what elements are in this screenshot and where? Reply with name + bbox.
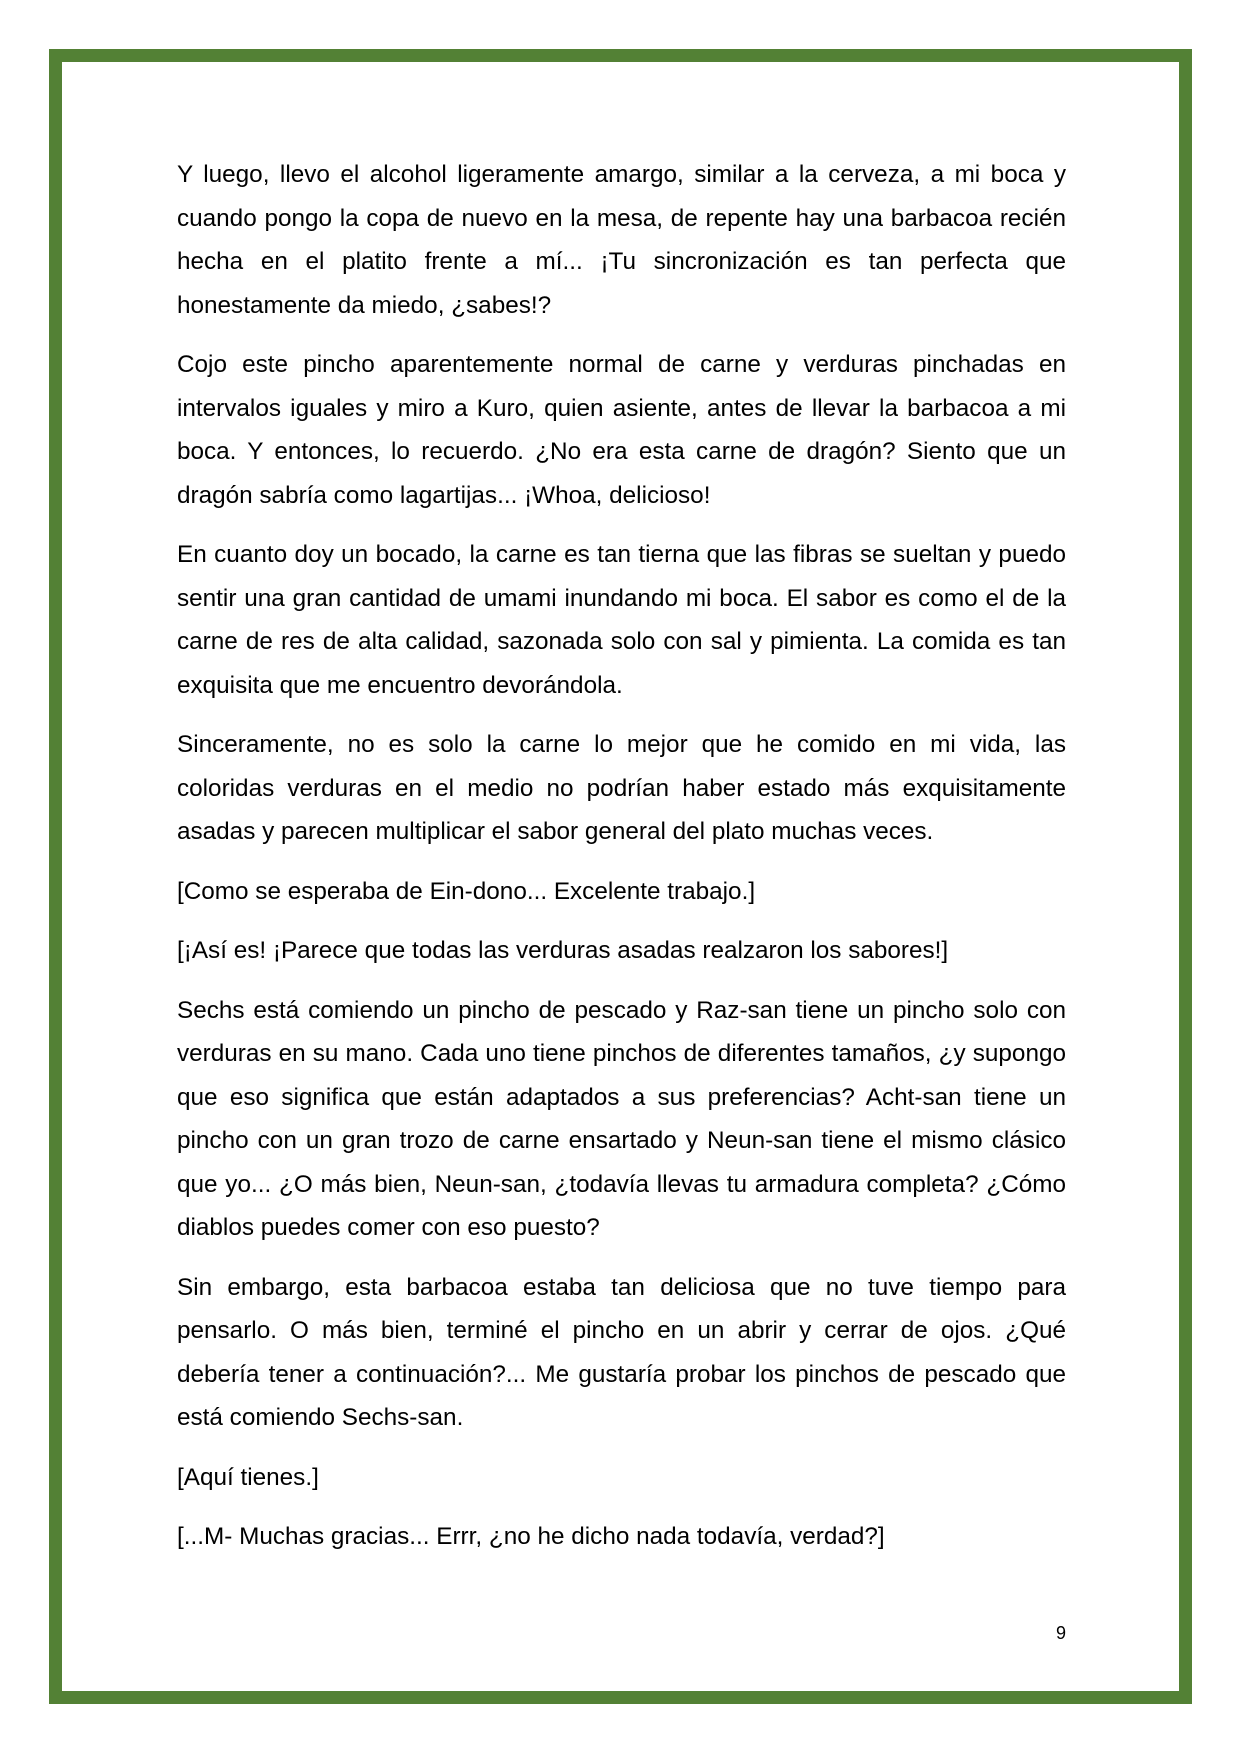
dialogue-line: [¡Así es! ¡Parece que todas las verduras asadas realzaron los sabores!] xyxy=(177,937,949,964)
paragraph: Sinceramente, no es solo la carne lo mejor que he comido en mi vida, las coloridas verduras en el medio no podrían haber estado más exquisitamente asadas y parecen multiplicar el sabor general del plato muchas veces. xyxy=(177,731,1066,845)
paragraph: Cojo este pincho aparentemente normal de carne y verduras pinchadas en intervalos iguales y miro a Kuro, quien asiente, antes de llevar la barbacoa a mi boca. Y entonces, lo recuerdo. ¿No era esta carne de dragón? Siento que un dragón sabría como lagartijas... ¡Whoa, delicioso! xyxy=(177,351,1066,509)
body-text xyxy=(177,153,1066,1575)
page-number: 9 xyxy=(1055,1623,1066,1643)
dialogue-line: [Aquí tienes.] xyxy=(177,1463,319,1491)
paragraph: Sechs está comiendo un pincho de pescado y Raz-san tiene un pincho solo con verduras en su mano. Cada uno tiene pinchos de diferentes tamaños, ¿y supongo que eso significa que están adaptados a sus preferencias? Acht-san tiene un pincho con un gran trozo de carne ensartado y Neun-san tiene el mismo clásico que yo... ¿O más bien, Neun-san, ¿todavía llevas tu armadura completa? ¿Cómo diablos puedes comer con eso puesto? xyxy=(177,996,1066,1241)
paragraph: En cuanto doy un bocado, la carne es tan tierna que las fibras se sueltan y puedo sentir una gran cantidad de umami inundando mi boca. El sabor es como el de la carne de res de alta calidad, sazonada solo con sal y pimienta. La comida es tan exquisita que me encuentro devorándola. xyxy=(177,541,1066,699)
dialogue-line: [Como se esperaba de Ein-dono... Excelente trabajo.] xyxy=(177,877,756,905)
paragraph: Sin embargo, esta barbacoa estaba tan deliciosa que no tuve tiempo para pensarlo. O más bien, terminé el pincho en un abrir y cerrar de ojos. ¿Qué debería tener a continuación?... Me gustaría probar los pinchos de pescado que está comiendo Sechs-san. xyxy=(177,1273,1066,1431)
dialogue-line: [...M- Muchas gracias... Errr, ¿no he dicho nada todavía, verdad?] xyxy=(177,1523,885,1550)
paragraph: Y luego, llevo el alcohol ligeramente amargo, similar a la cerveza, a mi boca y cuando pongo la copa de nuevo en la mesa, de repente hay una barbacoa recién hecha en el platito frente a mí... ¡Tu sincronización es tan perfecta que honestamente da miedo, ¿sabes!? xyxy=(177,161,1066,319)
